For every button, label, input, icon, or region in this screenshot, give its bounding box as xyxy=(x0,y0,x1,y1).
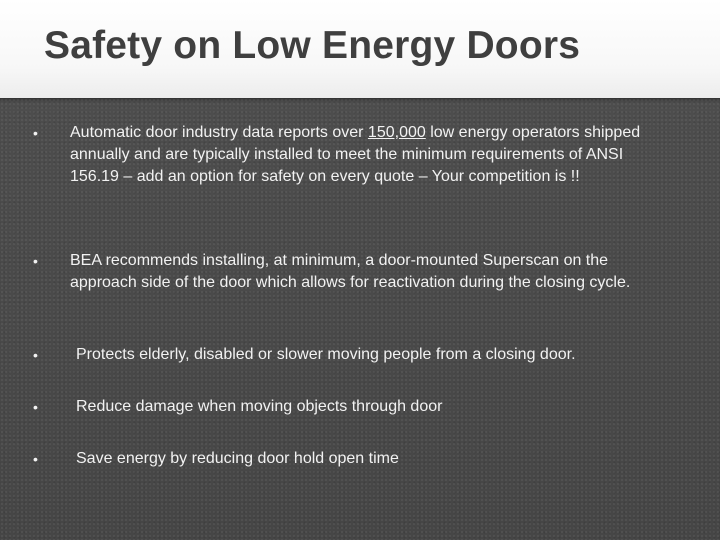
bullet-text: Save energy by reducing door hold open time xyxy=(76,450,399,467)
bullet-marker: • xyxy=(33,253,38,269)
bullet-marker: • xyxy=(33,347,38,363)
title-area xyxy=(0,0,720,98)
slide-body xyxy=(0,98,720,540)
bullet-marker: • xyxy=(33,399,38,415)
highlighted-figure: 150,000 xyxy=(367,124,426,141)
bullet-text: Reduce damage when moving objects through door xyxy=(76,398,443,415)
bullet-marker: • xyxy=(33,125,38,141)
bullet-text: Automatic door industry data reports over 150,000 low energy operators shipped annually and are typically installed to meet the minimum requirements of ANSI 156.19 – add an option for safety on every quote – Your competition is !! xyxy=(70,124,641,185)
bullet-marker: • xyxy=(33,451,38,467)
bullet-text: Protects elderly, disabled or slower moving people from a closing door. xyxy=(76,346,576,363)
bullet-text: BEA recommends installing, at minimum, a door-mounted Superscan on the approach side of the door which allows for reactivation during the closing cycle. xyxy=(70,252,631,291)
slide-title: Safety on Low Energy Doors xyxy=(44,24,581,67)
